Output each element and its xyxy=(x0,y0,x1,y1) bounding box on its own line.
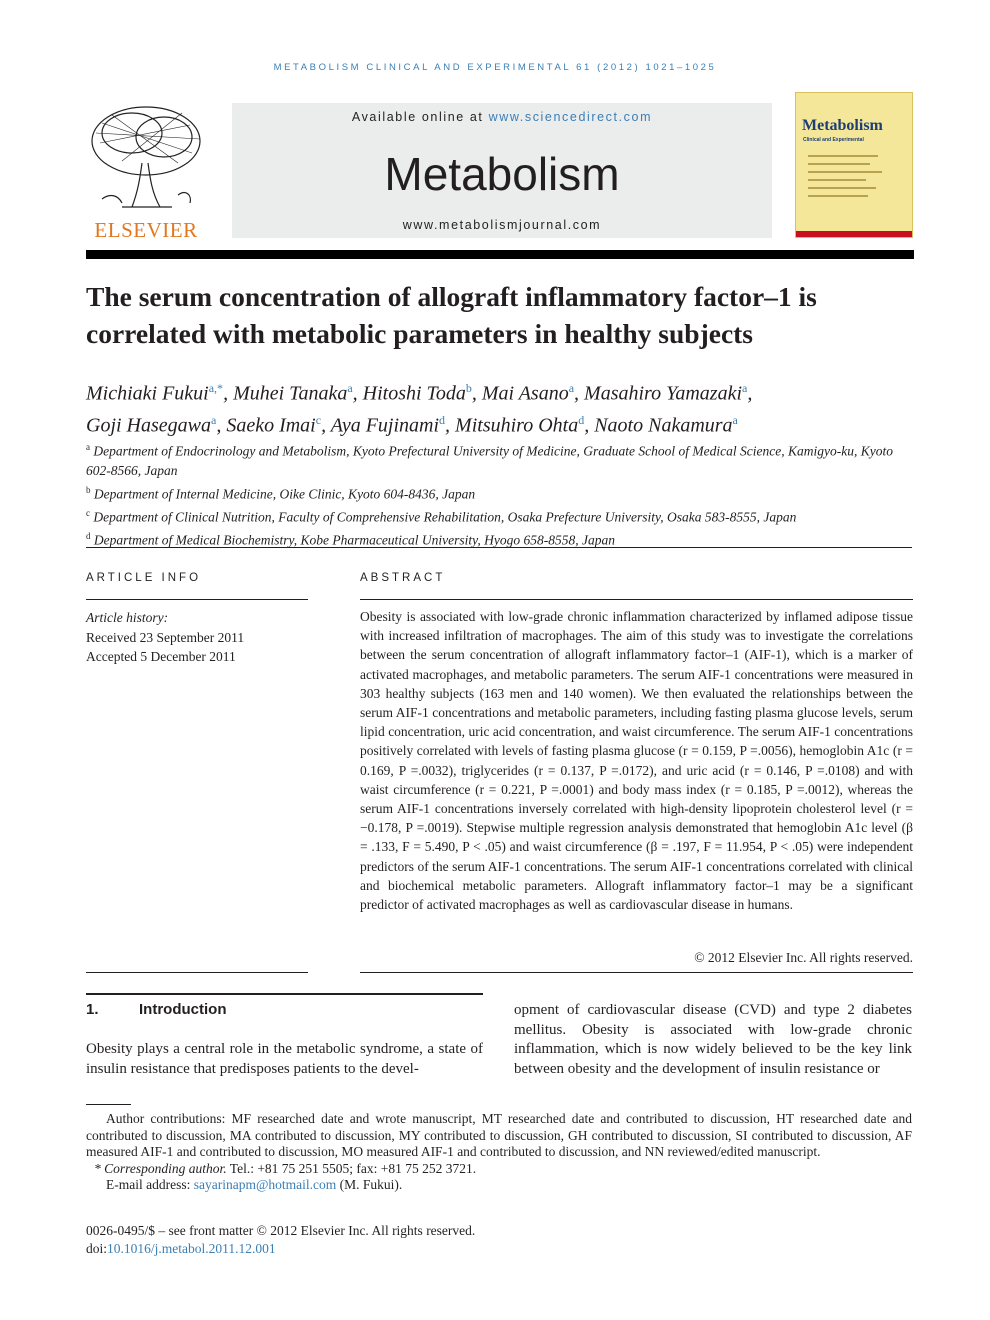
cover-text-line xyxy=(808,171,882,173)
author-contributions-note: Author contributions: MF researched date and wrote manuscript, MT researched date and contributed to discussion, HT researched date and contributed to discussion, MA contributed to discussion, MY contributed to discussion, GH contributed to discussion, SI contributed to discussion, AF measured AIF-1 and contributed to discussion, MO measured AIF-1 and contributed to discussion, and NN reviewed/edited manuscript. xyxy=(86,1111,912,1159)
cover-text-line xyxy=(808,195,868,197)
abstract-copyright: © 2012 Elsevier Inc. All rights reserved. xyxy=(694,950,913,965)
cover-text-line xyxy=(808,163,870,165)
affiliation-mark: c xyxy=(86,507,90,518)
article-history xyxy=(86,608,308,667)
author-affiliation-mark[interactable]: a,* xyxy=(208,381,224,395)
article-history-label: Article history: xyxy=(86,610,169,625)
author-affiliation-mark[interactable]: a xyxy=(347,381,353,395)
affiliation-text: Department of Medical Biochemistry, Kobe Pharmaceutical University, Hyogo 658-8558, Japan xyxy=(93,532,616,547)
corresponding-author-phone: Tel.: +81 75 251 5505; fax: +81 75 252 3721. xyxy=(226,1160,477,1176)
author-affiliation-mark[interactable]: d xyxy=(439,412,446,427)
received-date: Received 23 September 2011 xyxy=(86,629,245,645)
issn-line: 0026-0495/$ – see front matter © 2012 Elsevier Inc. All rights reserved. xyxy=(86,1223,476,1238)
article-info-bottom-rule xyxy=(86,972,308,973)
author-affiliation-mark[interactable]: a xyxy=(732,412,738,427)
author-name[interactable]: Aya Fujinami xyxy=(330,414,440,437)
affiliation-text: Department of Endocrinology and Metabolism, Kyoto Prefectural University of Medicine, Graduate School of Medical Science, Kamigyo-ku, Kyoto 602-8566, Japan xyxy=(86,443,893,478)
author-name[interactable]: Mitsuhiro Ohta xyxy=(455,414,579,437)
author-affiliation-mark[interactable]: c xyxy=(315,412,322,427)
introduction-rule xyxy=(86,993,483,995)
doi-link[interactable]: 10.1016/j.metabol.2011.12.001 xyxy=(107,1241,276,1256)
affiliation-divider xyxy=(86,547,912,548)
sciencedirect-link[interactable]: www.sciencedirect.com xyxy=(488,110,653,124)
author-separator: , xyxy=(471,382,482,405)
affiliation-item xyxy=(86,481,916,504)
author-separator: , xyxy=(352,382,363,405)
journal-banner xyxy=(232,103,772,238)
journal-cover-thumbnail xyxy=(795,92,913,238)
author-list xyxy=(86,375,916,438)
elsevier-wordmark: ELSEVIER xyxy=(94,218,198,242)
author-name[interactable]: Michiaki Fukui xyxy=(86,382,209,405)
author-affiliation-mark[interactable]: a xyxy=(742,381,748,395)
doi-label: doi: xyxy=(86,1241,108,1256)
abstract-rule xyxy=(360,599,913,600)
affiliations xyxy=(86,438,916,550)
available-online-label: Available online at xyxy=(351,110,489,124)
abstract-heading: ABSTRACT xyxy=(360,572,446,584)
section-heading: Introduction xyxy=(139,1001,227,1018)
author-name[interactable]: Muhei Tanaka xyxy=(233,382,348,405)
author-name[interactable]: Goji Hasegawa xyxy=(86,414,211,437)
author-name[interactable]: Hitoshi Toda xyxy=(362,382,466,405)
author-separator: , xyxy=(321,414,331,437)
abstract-bottom-rule xyxy=(360,972,913,973)
footnotes xyxy=(86,1111,912,1194)
affiliation-mark: d xyxy=(86,530,91,541)
author-name[interactable]: Masahiro Yamazaki xyxy=(584,382,743,405)
accepted-date: Accepted 5 December 2011 xyxy=(86,649,236,664)
article-info-heading: ARTICLE INFO xyxy=(86,572,202,584)
cover-title: Metabolism xyxy=(802,117,883,134)
introduction-left-column: Obesity plays a central role in the metabolic syndrome, a state of insulin resistance that predisposes patients to the devel- xyxy=(86,1041,483,1077)
available-online-line xyxy=(232,110,772,124)
abstract-text: Obesity is associated with low-grade chronic inflammation characterized by inflamed adipose tissue with increased infiltration of macrophages. The aim of this study was to investigate the correlations between the serum concentration of allograft inflammatory factor–1 (AIF-1), which is a marker of activated macrophages, and metabolic parameters. The serum AIF-1 concentrations were measured in 303 healthy subjects (163 men and 140 women). We then evaluated the relationships between the serum AIF-1 concentrations and metabolic parameters, including fasting plasma glucose levels, serum lipid concentration, uric acid concentration, and waist circumference. The serum AIF-1 concentrations positively correlated with levels of fasting plasma glucose (r = 0.159, P =.0056), hemoglobin A1c (r = 0.169, P =.0032), triglycerides (r = 0.137, P =.0172), and uric acid (r = 0.146, P =.0108) and with waist circumference (r = 0.221, P =.0001) and body mass index (r = 0.185, P =.0012), whereas the serum AIF-1 concentrations inversely correlated with high-density lipoprotein cholesterol level (r = −0.178, P =.0019). Stepwise multiple regression analysis demonstrated that hemoglobin A1c level (β = .133, F = 5.490, P < .05) and waist circumference (β = .197, F = 11.954, P < .05) were independent predictors of the serum AIF-1 concentrations. The serum AIF-1 concentrations correlated with clinical and biochemical metabolic parameters. Allograft inflammatory factor–1 may be a significant predictor of activated macrophages as well as cardiovascular disease in humans. xyxy=(360,609,913,913)
author-separator: , xyxy=(747,382,753,405)
affiliation-item xyxy=(86,504,916,527)
cover-bottom-stripe xyxy=(796,231,912,237)
journal-citation-line: METABOLISM CLINICAL AND EXPERIMENTAL 61 (2012) 1021–1025 xyxy=(273,62,717,73)
journal-name: Metabolism xyxy=(384,148,620,200)
introduction-right-column: opment of cardiovascular disease (CVD) and type 2 diabetes mellitus. Obesity is associated with low-grade chronic inflammation, which is now widely believed to be the key link between obesity and the development of insulin resistance or xyxy=(514,1002,912,1077)
affiliation-mark: b xyxy=(86,484,91,495)
affiliation-text: Department of Clinical Nutrition, Faculty of Comprehensive Rehabilitation, Osaka Prefecture University, Osaka 583-8555, Japan xyxy=(93,509,797,524)
author-affiliation-mark[interactable]: a xyxy=(568,381,575,395)
author-separator: , xyxy=(584,414,595,437)
doi-line xyxy=(86,1240,912,1258)
author-affiliation-mark[interactable]: b xyxy=(465,381,472,395)
footnote-rule xyxy=(86,1104,131,1105)
author-name[interactable]: Saeko Imai xyxy=(226,414,316,437)
author-separator: , xyxy=(574,382,585,405)
email-label: E-mail address: xyxy=(106,1177,194,1192)
email-note xyxy=(86,1177,912,1194)
affiliation-text: Department of Internal Medicine, Oike Clinic, Kyoto 604-8436, Japan xyxy=(93,486,476,501)
author-separator: , xyxy=(445,414,456,437)
author-affiliation-mark[interactable]: d xyxy=(578,412,585,427)
header-rule xyxy=(86,250,914,259)
email-owner: (M. Fukui). xyxy=(336,1177,403,1192)
author-affiliation-mark[interactable]: a xyxy=(211,412,217,427)
journal-url[interactable]: www.metabolismjournal.com xyxy=(402,218,602,232)
email-link[interactable]: sayarinapm@hotmail.com xyxy=(193,1177,337,1192)
corresponding-author-note xyxy=(86,1161,912,1178)
author-separator: , xyxy=(216,414,227,437)
author-name[interactable]: Mai Asano xyxy=(481,382,569,405)
section-number: 1. xyxy=(86,1001,99,1018)
author-separator: , xyxy=(223,382,234,405)
article-info-rule xyxy=(86,599,308,600)
cover-text-line xyxy=(808,179,866,181)
cover-text-line xyxy=(808,187,876,189)
affiliation-item xyxy=(86,438,916,481)
author-name[interactable]: Naoto Nakamura xyxy=(594,414,733,437)
issn-doi-block xyxy=(86,1222,912,1258)
corresponding-author-label: * Corresponding author. xyxy=(94,1160,227,1176)
cover-subtitle: Clinical and Experimental xyxy=(803,137,864,143)
article-title: The serum concentration of allograft inflammatory factor–1 is correlated with metabolic parameters in healthy subjects xyxy=(86,281,817,349)
cover-text-line xyxy=(808,155,878,157)
affiliation-mark: a xyxy=(86,442,90,452)
